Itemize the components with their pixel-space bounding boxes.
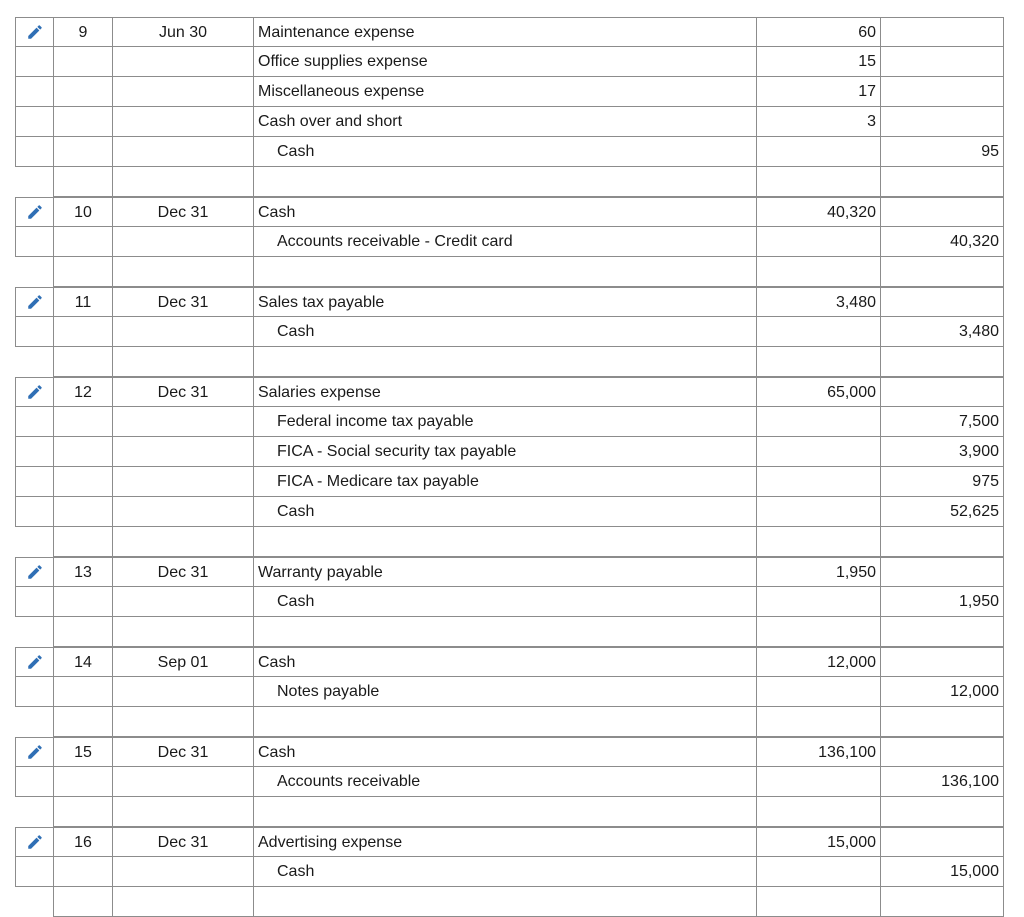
empty-cell xyxy=(53,347,112,377)
credit-amount: 12,000 xyxy=(880,677,1004,707)
entry-date xyxy=(112,497,253,527)
empty-cell xyxy=(53,707,112,737)
empty-cell xyxy=(15,707,53,737)
account-title: Office supplies expense xyxy=(253,47,756,77)
account-title: Warranty payable xyxy=(253,557,756,587)
entry-date: Jun 30 xyxy=(112,17,253,47)
empty-cell xyxy=(53,797,112,827)
debit-amount xyxy=(756,407,880,437)
account-title: Cash xyxy=(253,197,756,227)
pencil-icon xyxy=(26,383,44,401)
debit-amount xyxy=(756,767,880,797)
edit-cell xyxy=(15,407,53,437)
empty-cell xyxy=(756,797,880,827)
edit-cell xyxy=(15,737,53,767)
credit-amount xyxy=(880,107,1004,137)
empty-cell xyxy=(112,527,253,557)
empty-cell xyxy=(756,617,880,647)
spacer-row xyxy=(0,617,1024,647)
credit-amount xyxy=(880,47,1004,77)
debit-amount xyxy=(756,317,880,347)
edit-cell xyxy=(15,287,53,317)
table-row xyxy=(0,857,1024,887)
entry-number: 12 xyxy=(53,377,112,407)
table-row xyxy=(0,497,1024,527)
debit-amount: 15,000 xyxy=(756,827,880,857)
credit-amount: 40,320 xyxy=(880,227,1004,257)
empty-cell xyxy=(880,527,1004,557)
credit-amount xyxy=(880,77,1004,107)
empty-cell xyxy=(253,527,756,557)
edit-cell xyxy=(15,197,53,227)
empty-cell xyxy=(253,257,756,287)
account-title: Notes payable xyxy=(253,677,756,707)
entry-number xyxy=(53,47,112,77)
empty-cell xyxy=(880,347,1004,377)
credit-amount xyxy=(880,647,1004,677)
entry-number xyxy=(53,677,112,707)
edit-cell xyxy=(15,677,53,707)
debit-amount xyxy=(756,467,880,497)
credit-amount: 1,950 xyxy=(880,587,1004,617)
empty-cell xyxy=(756,707,880,737)
credit-amount: 7,500 xyxy=(880,407,1004,437)
empty-cell xyxy=(756,257,880,287)
edit-entry-button[interactable] xyxy=(16,648,53,676)
account-title: Cash xyxy=(253,497,756,527)
entry-number: 14 xyxy=(53,647,112,677)
credit-amount xyxy=(880,557,1004,587)
empty-cell xyxy=(15,167,53,197)
empty-cell xyxy=(756,887,880,917)
table-row xyxy=(0,467,1024,497)
entry-date xyxy=(112,137,253,167)
pencil-icon xyxy=(26,653,44,671)
credit-amount: 3,900 xyxy=(880,437,1004,467)
edit-cell xyxy=(15,497,53,527)
empty-cell xyxy=(756,347,880,377)
spacer-row xyxy=(0,707,1024,737)
table-row xyxy=(0,77,1024,107)
entry-number xyxy=(53,107,112,137)
empty-cell xyxy=(880,707,1004,737)
debit-amount xyxy=(756,677,880,707)
table-row xyxy=(0,407,1024,437)
empty-cell xyxy=(253,347,756,377)
account-title: Cash xyxy=(253,737,756,767)
debit-amount xyxy=(756,857,880,887)
debit-amount xyxy=(756,587,880,617)
empty-cell xyxy=(253,707,756,737)
entry-date xyxy=(112,107,253,137)
entry-number: 15 xyxy=(53,737,112,767)
edit-cell xyxy=(15,137,53,167)
entry-date xyxy=(112,857,253,887)
pencil-icon xyxy=(26,743,44,761)
table-row xyxy=(0,557,1024,587)
entry-number xyxy=(53,437,112,467)
pencil-icon xyxy=(26,23,44,41)
empty-cell xyxy=(15,257,53,287)
empty-cell xyxy=(253,617,756,647)
account-title: Miscellaneous expense xyxy=(253,77,756,107)
account-title: Accounts receivable - Credit card xyxy=(253,227,756,257)
entry-number xyxy=(53,467,112,497)
edit-cell xyxy=(15,107,53,137)
spacer-row xyxy=(0,167,1024,197)
entry-date: Dec 31 xyxy=(112,197,253,227)
empty-cell xyxy=(53,257,112,287)
entry-date xyxy=(112,767,253,797)
table-row xyxy=(0,227,1024,257)
table-row xyxy=(0,287,1024,317)
table-row xyxy=(0,17,1024,47)
account-title: FICA - Medicare tax payable xyxy=(253,467,756,497)
entry-number xyxy=(53,497,112,527)
credit-amount: 52,625 xyxy=(880,497,1004,527)
edit-entry-button[interactable] xyxy=(16,738,53,766)
edit-cell xyxy=(15,437,53,467)
credit-amount xyxy=(880,737,1004,767)
entry-date xyxy=(112,677,253,707)
debit-amount: 40,320 xyxy=(756,197,880,227)
edit-entry-button[interactable] xyxy=(16,558,53,586)
debit-amount xyxy=(756,227,880,257)
debit-amount: 3 xyxy=(756,107,880,137)
table-row xyxy=(0,587,1024,617)
table-row xyxy=(0,317,1024,347)
account-title: Federal income tax payable xyxy=(253,407,756,437)
entry-date xyxy=(112,317,253,347)
pencil-icon xyxy=(26,833,44,851)
spacer-row xyxy=(0,797,1024,827)
table-row xyxy=(0,47,1024,77)
debit-amount xyxy=(756,137,880,167)
edit-cell xyxy=(15,17,53,47)
empty-cell xyxy=(15,887,53,917)
empty-cell xyxy=(53,617,112,647)
empty-cell xyxy=(253,167,756,197)
empty-cell xyxy=(15,797,53,827)
empty-cell xyxy=(253,797,756,827)
debit-amount: 65,000 xyxy=(756,377,880,407)
entry-date: Sep 01 xyxy=(112,647,253,677)
pencil-icon xyxy=(26,293,44,311)
edit-entry-button[interactable] xyxy=(16,198,53,226)
edit-cell xyxy=(15,587,53,617)
account-title: Accounts receivable xyxy=(253,767,756,797)
debit-amount: 12,000 xyxy=(756,647,880,677)
debit-amount xyxy=(756,437,880,467)
empty-cell xyxy=(53,167,112,197)
edit-cell xyxy=(15,857,53,887)
edit-entry-button[interactable] xyxy=(16,18,53,46)
edit-cell xyxy=(15,827,53,857)
entry-number xyxy=(53,227,112,257)
spacer-row xyxy=(0,527,1024,557)
credit-amount xyxy=(880,197,1004,227)
credit-amount: 975 xyxy=(880,467,1004,497)
credit-amount: 3,480 xyxy=(880,317,1004,347)
entry-date xyxy=(112,587,253,617)
empty-cell xyxy=(112,707,253,737)
entry-date: Dec 31 xyxy=(112,827,253,857)
credit-amount xyxy=(880,17,1004,47)
debit-amount xyxy=(756,497,880,527)
empty-cell xyxy=(112,887,253,917)
table-row xyxy=(0,677,1024,707)
empty-cell xyxy=(53,527,112,557)
credit-amount xyxy=(880,827,1004,857)
table-row xyxy=(0,647,1024,677)
entry-date: Dec 31 xyxy=(112,737,253,767)
empty-cell xyxy=(880,257,1004,287)
table-row xyxy=(0,107,1024,137)
table-row xyxy=(0,767,1024,797)
edit-cell xyxy=(15,47,53,77)
credit-amount: 136,100 xyxy=(880,767,1004,797)
entry-date xyxy=(112,467,253,497)
table-row xyxy=(0,827,1024,857)
account-title: Maintenance expense xyxy=(253,17,756,47)
debit-amount: 17 xyxy=(756,77,880,107)
edit-entry-button[interactable] xyxy=(16,378,53,406)
edit-entry-button[interactable] xyxy=(16,828,53,856)
credit-amount: 15,000 xyxy=(880,857,1004,887)
entry-number xyxy=(53,137,112,167)
entry-number: 16 xyxy=(53,827,112,857)
empty-cell xyxy=(880,167,1004,197)
credit-amount: 95 xyxy=(880,137,1004,167)
spacer-row xyxy=(0,257,1024,287)
edit-cell xyxy=(15,647,53,677)
entry-date xyxy=(112,47,253,77)
empty-cell xyxy=(112,257,253,287)
entry-date: Dec 31 xyxy=(112,377,253,407)
empty-cell xyxy=(15,527,53,557)
table-row xyxy=(0,377,1024,407)
empty-cell xyxy=(112,347,253,377)
empty-cell xyxy=(756,167,880,197)
entry-number: 11 xyxy=(53,287,112,317)
entry-number xyxy=(53,587,112,617)
entry-date xyxy=(112,227,253,257)
entry-date xyxy=(112,407,253,437)
account-title: Cash xyxy=(253,647,756,677)
edit-cell xyxy=(15,77,53,107)
account-title: Cash xyxy=(253,137,756,167)
entry-number: 13 xyxy=(53,557,112,587)
edit-cell xyxy=(15,377,53,407)
empty-cell xyxy=(15,617,53,647)
edit-cell xyxy=(15,317,53,347)
credit-amount xyxy=(880,377,1004,407)
debit-amount: 15 xyxy=(756,47,880,77)
account-title: Cash over and short xyxy=(253,107,756,137)
entry-date: Dec 31 xyxy=(112,557,253,587)
account-title: Cash xyxy=(253,587,756,617)
edit-cell xyxy=(15,467,53,497)
entry-number xyxy=(53,317,112,347)
entry-number xyxy=(53,77,112,107)
spacer-row xyxy=(0,347,1024,377)
entry-date xyxy=(112,437,253,467)
entry-number xyxy=(53,857,112,887)
pencil-icon xyxy=(26,563,44,581)
debit-amount: 136,100 xyxy=(756,737,880,767)
edit-entry-button[interactable] xyxy=(16,288,53,316)
debit-amount: 3,480 xyxy=(756,287,880,317)
empty-cell xyxy=(112,797,253,827)
pencil-icon xyxy=(26,203,44,221)
table-row xyxy=(0,737,1024,767)
empty-cell xyxy=(880,887,1004,917)
table-row xyxy=(0,437,1024,467)
account-title: Cash xyxy=(253,857,756,887)
account-title: Salaries expense xyxy=(253,377,756,407)
account-title: Advertising expense xyxy=(253,827,756,857)
empty-cell xyxy=(253,887,756,917)
entry-date: Dec 31 xyxy=(112,287,253,317)
edit-cell xyxy=(15,767,53,797)
entry-date xyxy=(112,77,253,107)
empty-cell xyxy=(112,617,253,647)
empty-cell xyxy=(880,797,1004,827)
entry-number: 10 xyxy=(53,197,112,227)
empty-cell xyxy=(880,617,1004,647)
empty-cell xyxy=(15,347,53,377)
entry-number xyxy=(53,767,112,797)
spacer-row xyxy=(0,887,1024,917)
entry-number: 9 xyxy=(53,17,112,47)
table-row xyxy=(0,137,1024,167)
empty-cell xyxy=(756,527,880,557)
entry-number xyxy=(53,407,112,437)
credit-amount xyxy=(880,287,1004,317)
account-title: Sales tax payable xyxy=(253,287,756,317)
debit-amount: 1,950 xyxy=(756,557,880,587)
edit-cell xyxy=(15,227,53,257)
account-title: Cash xyxy=(253,317,756,347)
empty-cell xyxy=(53,887,112,917)
account-title: FICA - Social security tax payable xyxy=(253,437,756,467)
debit-amount: 60 xyxy=(756,17,880,47)
empty-cell xyxy=(112,167,253,197)
table-row xyxy=(0,197,1024,227)
edit-cell xyxy=(15,557,53,587)
